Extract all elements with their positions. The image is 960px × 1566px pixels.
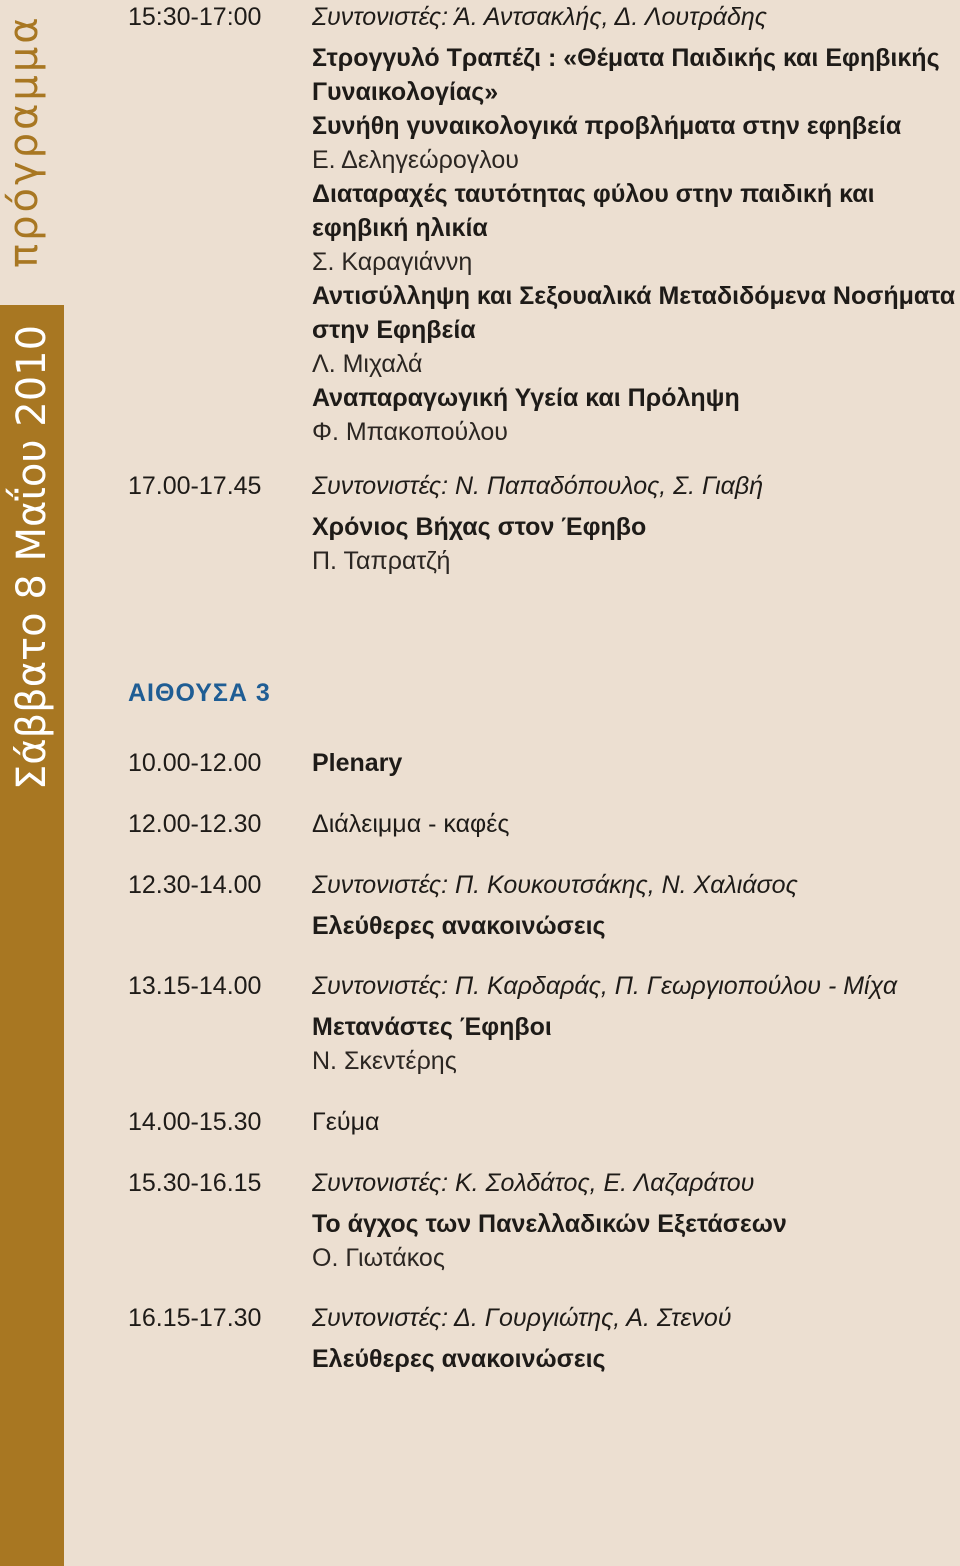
talk-title: Το άγχος των Πανελλαδικών Εξετάσεων (312, 1210, 787, 1238)
talk-title: Στρογγυλό Τραπέζι : «Θέματα Παιδικής και Εφηβικής Γυναικολογίας» (312, 44, 940, 106)
session-content (312, 807, 958, 841)
session-content (312, 1105, 958, 1139)
session-chairs: Συντονιστές: Κ. Σολδάτος, Ε. Λαζαράτου (312, 1169, 755, 1197)
session-chairs: Συντονιστές: Ν. Παπαδόπουλος, Σ. Γιαβή (312, 472, 764, 500)
date-label: Σάββατο 8 Μαΐου 2010 (9, 324, 55, 790)
talk-title: Χρόνιος Βήχας στον Έφηβο (312, 513, 647, 541)
session-chairs: Συντονιστές: Δ. Γουργιώτης, Α. Στενού (312, 1304, 732, 1332)
talk-speaker: Λ. Μιχαλά (312, 350, 423, 378)
session-chairs: Συντονιστές: Π. Καρδαράς, Π. Γεωργιοπούλου - Μίχα (312, 972, 898, 1000)
session-chairs: Συντονιστές: Π. Κουκουτσάκης, Ν. Χαλιάσος (312, 871, 798, 899)
talk-title: Διαταραχές ταυτότητας φύλου στην παιδική και εφηβική ηλικία (312, 180, 875, 242)
talk-title: Μετανάστες Έφηβοι (312, 1013, 552, 1041)
session-chairs: Συντονιστές: Ά. Αντσακλής, Δ. Λουτράδης (312, 3, 767, 31)
talk-speaker: Ο. Γιωτάκος (312, 1244, 445, 1272)
talk-speaker: Π. Ταπρατζή (312, 547, 451, 575)
session-time: 16.15-17.30 (128, 1304, 262, 1332)
session-text: Plenary (312, 749, 403, 777)
talk-title: Συνήθη γυναικολογικά προβλήματα στην εφηβεία (312, 112, 902, 140)
talk-speaker: Φ. Μπακοπούλου (312, 418, 508, 446)
session-content (312, 868, 958, 943)
session-time: 10.00-12.00 (128, 749, 262, 777)
session-time: 14.00-15.30 (128, 1108, 262, 1136)
session-text: Γεύμα (312, 1108, 380, 1136)
session-time: 15:30-17:00 (128, 3, 262, 31)
talk-speaker: Ν. Σκεντέρης (312, 1047, 457, 1075)
session-time: 13.15-14.00 (128, 972, 262, 1000)
session-text: Διάλειμμα - καφές (312, 810, 510, 838)
session-time: 17.00-17.45 (128, 472, 262, 500)
talk-title: Ελεύθερες ανακοινώσεις (312, 1345, 606, 1373)
session-content (312, 969, 958, 1078)
session-content (312, 746, 958, 780)
talk-title: Αντισύλληψη και Σεξουαλικά Μεταδιδόμενα Νοσήματα στην Εφηβεία (312, 282, 956, 344)
talk-speaker: Σ. Καραγιάννη (312, 248, 473, 276)
session-time: 15.30-16.15 (128, 1169, 262, 1197)
talk-title: Ελεύθερες ανακοινώσεις (312, 912, 606, 940)
session-time: 12.00-12.30 (128, 810, 262, 838)
program-label: πρόγραμμα (1, 14, 47, 268)
session-time: 12.30-14.00 (128, 871, 262, 899)
session-content (312, 1301, 958, 1376)
talk-title: Αναπαραγωγική Υγεία και Πρόληψη (312, 384, 740, 412)
room-heading: ΑΙΘΟΥΣΑ 3 (128, 679, 271, 707)
talk-speaker: Ε. Δεληγεώρογλου (312, 146, 519, 174)
session-content (312, 469, 958, 578)
session-content (312, 1166, 958, 1275)
session-content (312, 0, 958, 449)
